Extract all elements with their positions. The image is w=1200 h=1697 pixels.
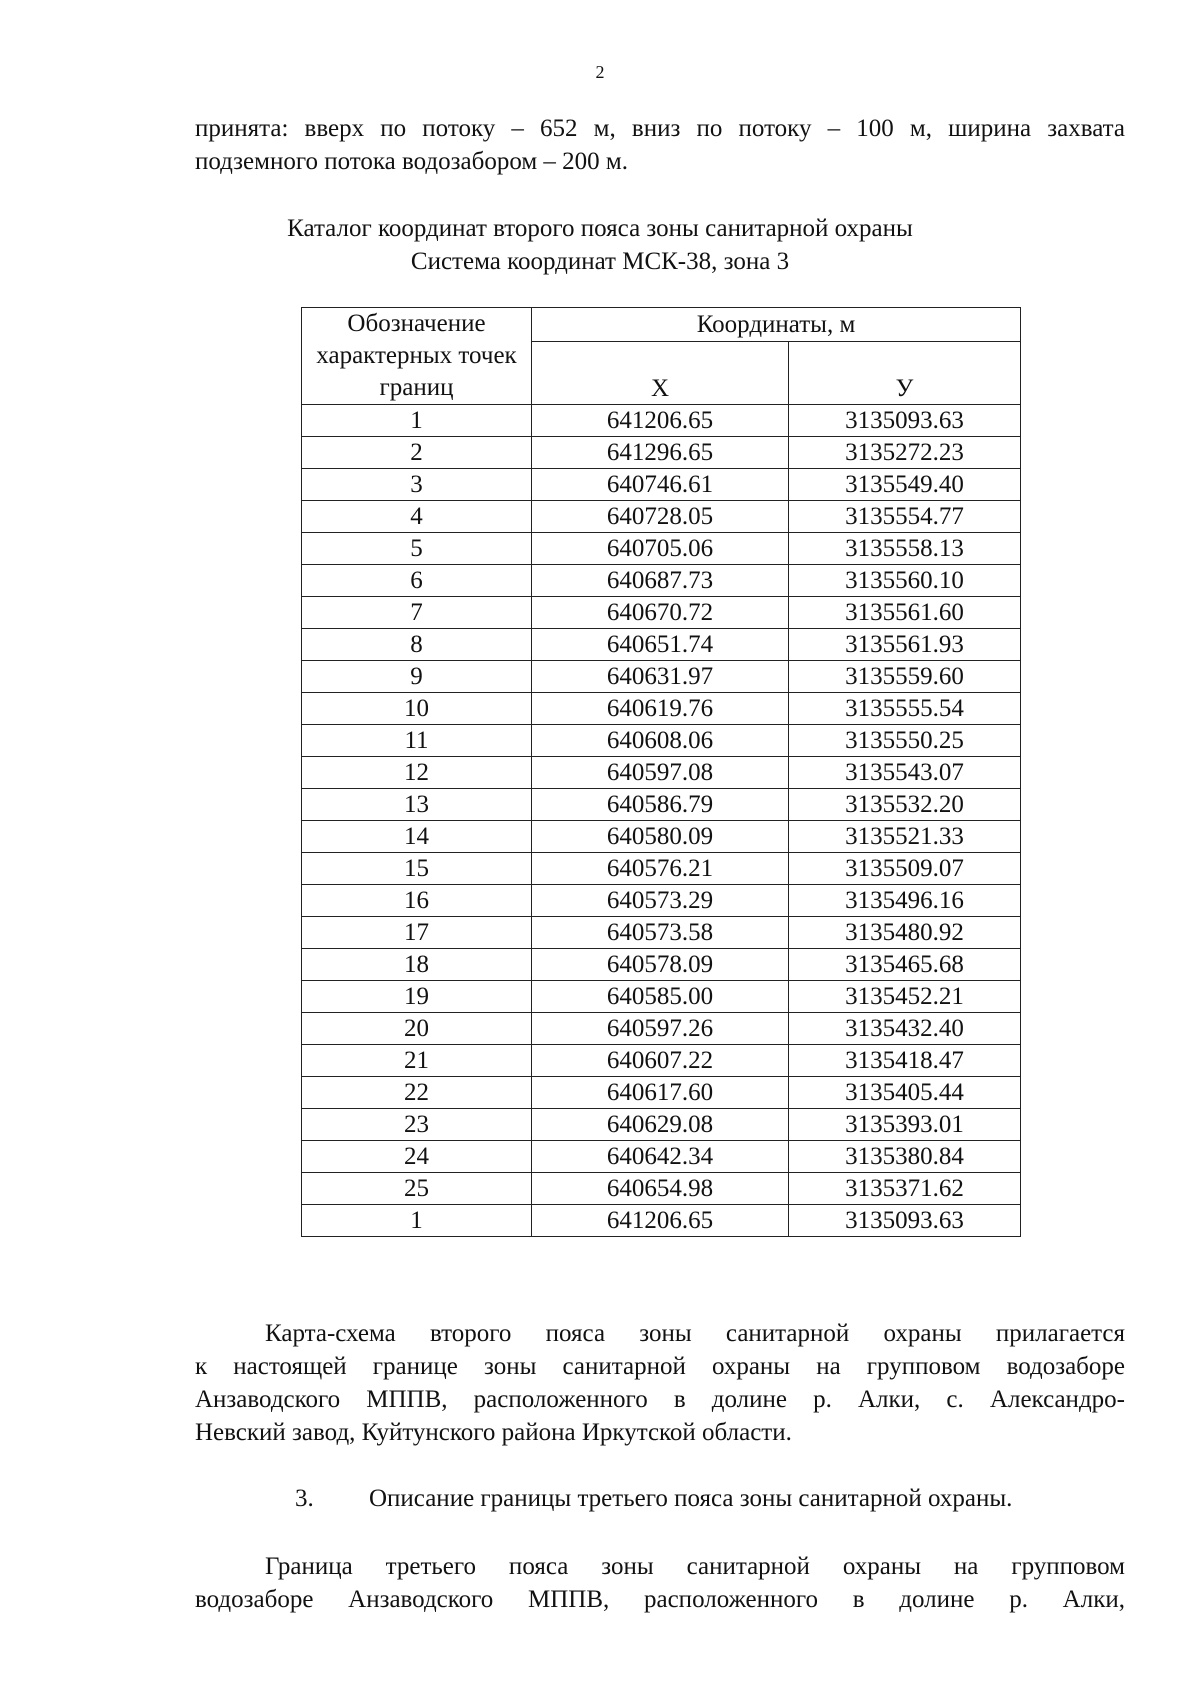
cell-x: 640629.08 bbox=[532, 1109, 789, 1141]
table-row bbox=[302, 725, 1021, 757]
cell-x: 641296.65 bbox=[532, 437, 789, 469]
table-row bbox=[302, 501, 1021, 533]
table-row bbox=[302, 981, 1021, 1013]
cell-point: 20 bbox=[302, 1013, 532, 1045]
table-row bbox=[302, 789, 1021, 821]
cell-y: 3135555.54 bbox=[789, 693, 1021, 725]
cell-x: 641206.65 bbox=[532, 1205, 789, 1237]
cell-x: 640728.05 bbox=[532, 501, 789, 533]
cell-point: 3 bbox=[302, 469, 532, 501]
cell-point: 10 bbox=[302, 693, 532, 725]
table-row bbox=[302, 469, 1021, 501]
header-coordinates: Координаты, м bbox=[532, 308, 1021, 342]
table-row bbox=[302, 1109, 1021, 1141]
cell-y: 3135549.40 bbox=[789, 469, 1021, 501]
map-line-1: Карта-схема второго пояса зоны санитарной охраны прилагается bbox=[265, 1320, 1125, 1347]
cell-y: 3135093.63 bbox=[789, 405, 1021, 437]
table-row bbox=[302, 1205, 1021, 1237]
section-title: Описание границы третьего пояса зоны санитарной охраны. bbox=[369, 1485, 1013, 1512]
caption-title: Каталог координат второго пояса зоны санитарной охраны bbox=[287, 215, 913, 242]
map-line-2: к настоящей границе зоны санитарной охраны на групповом водозаборе bbox=[195, 1353, 1125, 1380]
cell-y: 3135509.07 bbox=[789, 853, 1021, 885]
table-row bbox=[302, 437, 1021, 469]
table-row bbox=[302, 853, 1021, 885]
coordinates-table bbox=[301, 307, 1021, 1237]
intro-paragraph bbox=[195, 112, 1125, 178]
intro-line-2: подземного потока водозабором – 200 м. bbox=[195, 148, 628, 175]
header-y: У bbox=[789, 342, 1021, 405]
cell-x: 640651.74 bbox=[532, 629, 789, 661]
cell-x: 641206.65 bbox=[532, 405, 789, 437]
coordinates-table-body bbox=[302, 405, 1021, 1237]
cell-y: 3135480.92 bbox=[789, 917, 1021, 949]
cell-x: 640573.58 bbox=[532, 917, 789, 949]
table-row bbox=[302, 629, 1021, 661]
cell-y: 3135521.33 bbox=[789, 821, 1021, 853]
table-row bbox=[302, 1141, 1021, 1173]
cell-y: 3135550.25 bbox=[789, 725, 1021, 757]
third-belt-paragraph bbox=[195, 1550, 1125, 1616]
cell-point: 6 bbox=[302, 565, 532, 597]
table-row bbox=[302, 885, 1021, 917]
cell-x: 640573.29 bbox=[532, 885, 789, 917]
header-x: X bbox=[532, 342, 789, 405]
cell-x: 640631.97 bbox=[532, 661, 789, 693]
map-line-4: Невский завод, Куйтунского района Иркутской области. bbox=[195, 1419, 792, 1446]
cell-x: 640578.09 bbox=[532, 949, 789, 981]
cell-y: 3135371.62 bbox=[789, 1173, 1021, 1205]
cell-x: 640642.34 bbox=[532, 1141, 789, 1173]
cell-y: 3135405.44 bbox=[789, 1077, 1021, 1109]
cell-point: 7 bbox=[302, 597, 532, 629]
cell-x: 640597.26 bbox=[532, 1013, 789, 1045]
cell-x: 640687.73 bbox=[532, 565, 789, 597]
table-row bbox=[302, 1045, 1021, 1077]
table-row bbox=[302, 405, 1021, 437]
cell-y: 3135418.47 bbox=[789, 1045, 1021, 1077]
cell-x: 640597.08 bbox=[532, 757, 789, 789]
cell-x: 640607.22 bbox=[532, 1045, 789, 1077]
table-row bbox=[302, 661, 1021, 693]
cell-y: 3135561.60 bbox=[789, 597, 1021, 629]
header-point-designation: Обозначение характерных точек границ bbox=[302, 308, 532, 405]
cell-point: 22 bbox=[302, 1077, 532, 1109]
cell-point: 16 bbox=[302, 885, 532, 917]
cell-x: 640576.21 bbox=[532, 853, 789, 885]
third-line-2: водозаборе Анзаводского МППВ, расположенного в долине р. Алки, bbox=[195, 1586, 1125, 1613]
intro-line-1: принята: вверх по потоку – 652 м, вниз по потоку – 100 м, ширина захвата bbox=[195, 115, 1125, 142]
cell-point: 4 bbox=[302, 501, 532, 533]
cell-y: 3135093.63 bbox=[789, 1205, 1021, 1237]
third-line-1: Граница третьего пояса зоны санитарной охраны на групповом bbox=[265, 1553, 1125, 1580]
cell-point: 24 bbox=[302, 1141, 532, 1173]
cell-x: 640619.76 bbox=[532, 693, 789, 725]
cell-point: 23 bbox=[302, 1109, 532, 1141]
cell-y: 3135496.16 bbox=[789, 885, 1021, 917]
cell-y: 3135272.23 bbox=[789, 437, 1021, 469]
cell-point: 2 bbox=[302, 437, 532, 469]
cell-point: 9 bbox=[302, 661, 532, 693]
cell-point: 21 bbox=[302, 1045, 532, 1077]
cell-point: 25 bbox=[302, 1173, 532, 1205]
cell-y: 3135393.01 bbox=[789, 1109, 1021, 1141]
table-row bbox=[302, 597, 1021, 629]
cell-point: 5 bbox=[302, 533, 532, 565]
table-row bbox=[302, 917, 1021, 949]
table-row bbox=[302, 693, 1021, 725]
cell-x: 640585.00 bbox=[532, 981, 789, 1013]
cell-point: 15 bbox=[302, 853, 532, 885]
cell-y: 3135559.60 bbox=[789, 661, 1021, 693]
table-row bbox=[302, 757, 1021, 789]
cell-y: 3135560.10 bbox=[789, 565, 1021, 597]
cell-x: 640654.98 bbox=[532, 1173, 789, 1205]
page-number: 2 bbox=[595, 62, 605, 82]
cell-y: 3135543.07 bbox=[789, 757, 1021, 789]
section-3-heading bbox=[295, 1482, 1012, 1515]
cell-x: 640608.06 bbox=[532, 725, 789, 757]
cell-y: 3135554.77 bbox=[789, 501, 1021, 533]
table-row bbox=[302, 1173, 1021, 1205]
cell-point: 11 bbox=[302, 725, 532, 757]
caption-coordinate-system: Система координат МСК-38, зона 3 bbox=[410, 248, 790, 275]
cell-point: 1 bbox=[302, 1205, 532, 1237]
cell-x: 640746.61 bbox=[532, 469, 789, 501]
cell-point: 12 bbox=[302, 757, 532, 789]
table-row bbox=[302, 1013, 1021, 1045]
cell-x: 640617.60 bbox=[532, 1077, 789, 1109]
cell-point: 18 bbox=[302, 949, 532, 981]
cell-point: 1 bbox=[302, 405, 532, 437]
cell-x: 640670.72 bbox=[532, 597, 789, 629]
cell-y: 3135465.68 bbox=[789, 949, 1021, 981]
cell-point: 19 bbox=[302, 981, 532, 1013]
cell-x: 640705.06 bbox=[532, 533, 789, 565]
table-row bbox=[302, 533, 1021, 565]
map-scheme-paragraph bbox=[195, 1317, 1125, 1449]
cell-y: 3135532.20 bbox=[789, 789, 1021, 821]
table-row bbox=[302, 821, 1021, 853]
cell-y: 3135432.40 bbox=[789, 1013, 1021, 1045]
section-number: 3. bbox=[295, 1485, 314, 1512]
cell-point: 17 bbox=[302, 917, 532, 949]
cell-y: 3135452.21 bbox=[789, 981, 1021, 1013]
cell-y: 3135380.84 bbox=[789, 1141, 1021, 1173]
cell-y: 3135561.93 bbox=[789, 629, 1021, 661]
table-caption bbox=[0, 212, 1200, 278]
cell-y: 3135558.13 bbox=[789, 533, 1021, 565]
cell-x: 640580.09 bbox=[532, 821, 789, 853]
table-row bbox=[302, 949, 1021, 981]
cell-point: 13 bbox=[302, 789, 532, 821]
table-row bbox=[302, 1077, 1021, 1109]
map-line-3: Анзаводского МППВ, расположенного в долине р. Алки, с. Александро- bbox=[195, 1386, 1125, 1413]
cell-point: 14 bbox=[302, 821, 532, 853]
cell-point: 8 bbox=[302, 629, 532, 661]
table-row bbox=[302, 565, 1021, 597]
cell-x: 640586.79 bbox=[532, 789, 789, 821]
